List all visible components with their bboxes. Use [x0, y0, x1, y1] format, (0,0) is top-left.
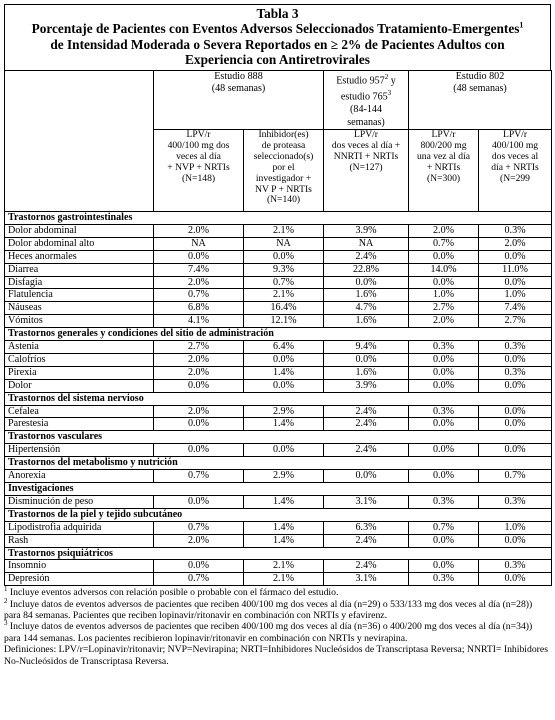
- event-label: Heces anormales: [5, 250, 154, 263]
- percent-cell: 1.6%: [324, 366, 409, 379]
- percent-cell: 3.1%: [324, 573, 409, 586]
- percent-cell: 0.0%: [409, 444, 479, 457]
- table-row: [5, 495, 552, 508]
- footnote-text: Incluye datos de eventos adversos de pacientes que reciben 400/100 mg dos veces al día (n=36) o 400/200 mg dos veces al día (n=34)) para 144 semanas. Los pacientes recibieron lopinavir/ritonavir en combinación con NRTIs y nevirapina.: [4, 621, 533, 644]
- category-label: Trastornos del metabolismo y nutrición: [5, 457, 552, 470]
- percent-cell: 2.9%: [244, 470, 324, 483]
- percent-cell: NA: [154, 237, 244, 250]
- percent-cell: 1.0%: [479, 289, 552, 302]
- event-label: Astenia: [5, 341, 154, 354]
- footnote-text: Incluye eventos adversos con relación posible o probable con el fármaco del estudio.: [7, 587, 339, 599]
- table-row: [5, 560, 552, 573]
- event-label: Cefalea: [5, 405, 154, 418]
- percent-cell: 0.0%: [154, 444, 244, 457]
- percent-cell: 14.0%: [409, 263, 479, 276]
- percent-cell: 0.0%: [479, 444, 552, 457]
- table-row: [5, 418, 552, 431]
- percent-cell: 0.0%: [154, 379, 244, 392]
- percent-cell: 0.0%: [479, 405, 552, 418]
- percent-cell: 6.8%: [154, 302, 244, 315]
- event-label: Náuseas: [5, 302, 154, 315]
- event-label: Hipertensión: [5, 444, 154, 457]
- category-row: [5, 508, 552, 521]
- arm-header: LPV/r dos veces al día + NNRTI + NRTIs (N=127): [324, 129, 409, 211]
- table-row: [5, 315, 552, 328]
- event-label: Depresión: [5, 573, 154, 586]
- percent-cell: 1.0%: [479, 521, 552, 534]
- table-row: [5, 444, 552, 457]
- percent-cell: 2.4%: [324, 444, 409, 457]
- footnote-marker: 2: [4, 596, 8, 605]
- percent-cell: 0.0%: [479, 534, 552, 547]
- study-957-765-header: Estudio $957^2$ y estudio $765^3$ (84-144 semanas): [324, 70, 409, 129]
- percent-cell: 2.1%: [244, 289, 324, 302]
- percent-cell: 2.0%: [409, 315, 479, 328]
- adverse-events-table: [4, 70, 552, 587]
- percent-cell: 16.4%: [244, 302, 324, 315]
- table-row: [5, 250, 552, 263]
- event-label: Dolor: [5, 379, 154, 392]
- percent-cell: 0.0%: [409, 366, 479, 379]
- percent-cell: 2.9%: [244, 405, 324, 418]
- event-label: Lipodistrofia adquirida: [5, 521, 154, 534]
- table-row: [5, 366, 552, 379]
- percent-cell: 9.4%: [324, 341, 409, 354]
- category-row: [5, 328, 552, 341]
- table-title: [4, 4, 551, 70]
- event-label: Disfagia: [5, 276, 154, 289]
- percent-cell: 2.0%: [154, 405, 244, 418]
- footnote-text: Incluye datos de eventos adversos de pacientes que reciben 400/100 mg dos veces al día (n=29) o 533/133 mg dos veces al día (n=28)) para 84 semanas. Pacientes que reciben lopinavir/ritonavir en combinación con NRTIs y efavirenz.: [4, 598, 533, 622]
- percent-cell: 9.3%: [244, 263, 324, 276]
- percent-cell: 0.3%: [479, 224, 552, 237]
- percent-cell: 2.4%: [324, 534, 409, 547]
- percent-cell: 2.0%: [154, 366, 244, 379]
- category-label: Trastornos del sistema nervioso: [5, 392, 552, 405]
- percent-cell: 1.6%: [324, 315, 409, 328]
- percent-cell: 0.7%: [244, 276, 324, 289]
- header-blank-cell: [5, 70, 154, 211]
- percent-cell: 1.4%: [244, 521, 324, 534]
- percent-cell: 0.0%: [479, 353, 552, 366]
- percent-cell: 0.0%: [244, 379, 324, 392]
- event-label: Parestesia: [5, 418, 154, 431]
- footnote: [4, 596, 551, 622]
- event-label: Dolor abdominal: [5, 224, 154, 237]
- event-label: Flatulencia: [5, 289, 154, 302]
- percent-cell: 0.7%: [154, 521, 244, 534]
- percent-cell: 2.4%: [324, 250, 409, 263]
- percent-cell: 0.7%: [479, 470, 552, 483]
- category-row: [5, 211, 552, 224]
- percent-cell: 0.3%: [479, 366, 552, 379]
- percent-cell: 0.0%: [409, 379, 479, 392]
- percent-cell: 2.1%: [244, 573, 324, 586]
- category-row: [5, 483, 552, 496]
- percent-cell: 2.1%: [244, 560, 324, 573]
- category-row: [5, 547, 552, 560]
- category-label: Trastornos de la piel y tejido subcutáneo: [5, 508, 552, 521]
- category-label: Trastornos generales y condiciones del sitio de administración: [5, 328, 552, 341]
- percent-cell: 0.0%: [479, 276, 552, 289]
- percent-cell: 0.7%: [154, 289, 244, 302]
- table-row: [5, 341, 552, 354]
- event-label: Diarrea: [5, 263, 154, 276]
- percent-cell: 4.1%: [154, 315, 244, 328]
- study-header-row: [5, 70, 552, 129]
- percent-cell: 6.4%: [244, 341, 324, 354]
- footnotes: [4, 587, 551, 667]
- study-888-header: Estudio 888 (48 semanas): [154, 70, 324, 129]
- table-row: [5, 353, 552, 366]
- percent-cell: 0.3%: [479, 495, 552, 508]
- percent-cell: 0.0%: [479, 250, 552, 263]
- percent-cell: 0.0%: [244, 353, 324, 366]
- percent-cell: 0.7%: [409, 237, 479, 250]
- table-row: [5, 573, 552, 586]
- study-802-header: Estudio 802 (48 semanas): [409, 70, 552, 129]
- event-label: Anorexia: [5, 470, 154, 483]
- footnote-marker: 1: [4, 585, 8, 594]
- percent-cell: 1.4%: [244, 418, 324, 431]
- percent-cell: NA: [244, 237, 324, 250]
- percent-cell: 2.0%: [479, 237, 552, 250]
- event-label: Calofríos: [5, 353, 154, 366]
- percent-cell: 3.9%: [324, 224, 409, 237]
- footnote-marker: 3: [4, 619, 8, 628]
- percent-cell: 2.1%: [244, 224, 324, 237]
- arm-header: LPV/r 400/100 mg dos veces al día + NRTIs (N=299: [479, 129, 552, 211]
- percent-cell: 0.7%: [154, 470, 244, 483]
- table-row: [5, 276, 552, 289]
- percent-cell: 0.0%: [324, 353, 409, 366]
- percent-cell: 2.4%: [324, 418, 409, 431]
- percent-cell: 2.0%: [409, 224, 479, 237]
- percent-cell: 0.0%: [409, 534, 479, 547]
- footnote: [4, 587, 551, 598]
- event-label: Pirexia: [5, 366, 154, 379]
- percent-cell: 2.7%: [154, 341, 244, 354]
- percent-cell: 0.0%: [154, 495, 244, 508]
- footnote: [4, 621, 551, 644]
- table-row: [5, 302, 552, 315]
- percent-cell: 1.0%: [409, 289, 479, 302]
- percent-cell: 0.0%: [154, 560, 244, 573]
- document-page: [4, 4, 551, 667]
- table-number: Tabla 3: [256, 6, 299, 21]
- percent-cell: 0.0%: [479, 573, 552, 586]
- percent-cell: 3.9%: [324, 379, 409, 392]
- percent-cell: 2.0%: [154, 353, 244, 366]
- percent-cell: 0.0%: [154, 250, 244, 263]
- percent-cell: 0.0%: [409, 353, 479, 366]
- percent-cell: 0.3%: [409, 495, 479, 508]
- category-row: [5, 392, 552, 405]
- footnote-text: Definiciones: LPV/r=Lopinavir/ritonavir; NVP=Nevirapina; NRTI=Inhibidores Nucleósidos de Transcriptasa Reversa; NNRTI= Inhibidores No-Nucleósidos de Transcriptasa Reversa.: [4, 644, 548, 667]
- event-label: Vómitos: [5, 315, 154, 328]
- percent-cell: 2.0%: [154, 224, 244, 237]
- percent-cell: 0.0%: [409, 250, 479, 263]
- percent-cell: 11.0%: [479, 263, 552, 276]
- percent-cell: 1.6%: [324, 289, 409, 302]
- percent-cell: 0.0%: [409, 560, 479, 573]
- percent-cell: 2.0%: [154, 534, 244, 547]
- percent-cell: 7.4%: [154, 263, 244, 276]
- percent-cell: 0.0%: [244, 444, 324, 457]
- table-row: [5, 521, 552, 534]
- percent-cell: 0.0%: [409, 470, 479, 483]
- table-row: [5, 379, 552, 392]
- percent-cell: 0.0%: [479, 379, 552, 392]
- percent-cell: 12.1%: [244, 315, 324, 328]
- percent-cell: 0.3%: [479, 560, 552, 573]
- event-label: Insomnio: [5, 560, 154, 573]
- percent-cell: 7.4%: [479, 302, 552, 315]
- percent-cell: 2.7%: [409, 302, 479, 315]
- percent-cell: 2.0%: [154, 276, 244, 289]
- category-label: Trastornos vasculares: [5, 431, 552, 444]
- arm-header: LPV/r 800/200 mg una vez al día + NRTIs (N=300): [409, 129, 479, 211]
- event-label: Rash: [5, 534, 154, 547]
- percent-cell: 1.4%: [244, 534, 324, 547]
- percent-cell: 0.0%: [479, 418, 552, 431]
- percent-cell: 0.3%: [409, 341, 479, 354]
- percent-cell: NA: [324, 237, 409, 250]
- percent-cell: 2.4%: [324, 560, 409, 573]
- category-label: Trastornos psiquiátricos: [5, 547, 552, 560]
- table-row: [5, 405, 552, 418]
- percent-cell: 0.0%: [244, 250, 324, 263]
- footnote: [4, 644, 551, 667]
- table-row: [5, 224, 552, 237]
- percent-cell: 0.0%: [324, 470, 409, 483]
- percent-cell: 0.7%: [409, 521, 479, 534]
- arm-header: LPV/r 400/100 mg dos veces al día + NVP + NRTIs (N=148): [154, 129, 244, 211]
- event-label: Disminución de peso: [5, 495, 154, 508]
- title-line: Experiencia con Antiretrovirales: [185, 52, 370, 68]
- category-label: Investigaciones: [5, 483, 552, 496]
- event-label: Dolor abdominal alto: [5, 237, 154, 250]
- percent-cell: 2.7%: [479, 315, 552, 328]
- percent-cell: 0.7%: [154, 573, 244, 586]
- percent-cell: 3.1%: [324, 495, 409, 508]
- title-footnote-ref: 1: [519, 20, 524, 30]
- percent-cell: 0.3%: [409, 573, 479, 586]
- percent-cell: 22.8%: [324, 263, 409, 276]
- percent-cell: 0.0%: [154, 418, 244, 431]
- percent-cell: 0.0%: [324, 276, 409, 289]
- percent-cell: 1.4%: [244, 366, 324, 379]
- percent-cell: 2.4%: [324, 405, 409, 418]
- percent-cell: 0.3%: [409, 405, 479, 418]
- table-row: [5, 289, 552, 302]
- table-row: [5, 534, 552, 547]
- percent-cell: 0.0%: [409, 276, 479, 289]
- percent-cell: 6.3%: [324, 521, 409, 534]
- title-line: de Intensidad Moderada o Severa Reportados en ≥ 2% de Pacientes Adultos con: [50, 36, 505, 52]
- category-label: Trastornos gastrointestinales: [5, 211, 552, 224]
- table-row: [5, 237, 552, 250]
- category-row: [5, 431, 552, 444]
- title-line: Porcentaje de Pacientes con Eventos Adversos Seleccionados Tratamiento-Emergentes$^1$: [31, 20, 524, 37]
- arm-header: Inhibidor(es) de proteasa seleccionado(s) por el investigador + NV P + NRTIs (N=140): [244, 129, 324, 211]
- percent-cell: 1.4%: [244, 495, 324, 508]
- table-row: [5, 263, 552, 276]
- percent-cell: 4.7%: [324, 302, 409, 315]
- percent-cell: 0.3%: [479, 341, 552, 354]
- percent-cell: 0.0%: [409, 418, 479, 431]
- table-row: [5, 470, 552, 483]
- category-row: [5, 457, 552, 470]
